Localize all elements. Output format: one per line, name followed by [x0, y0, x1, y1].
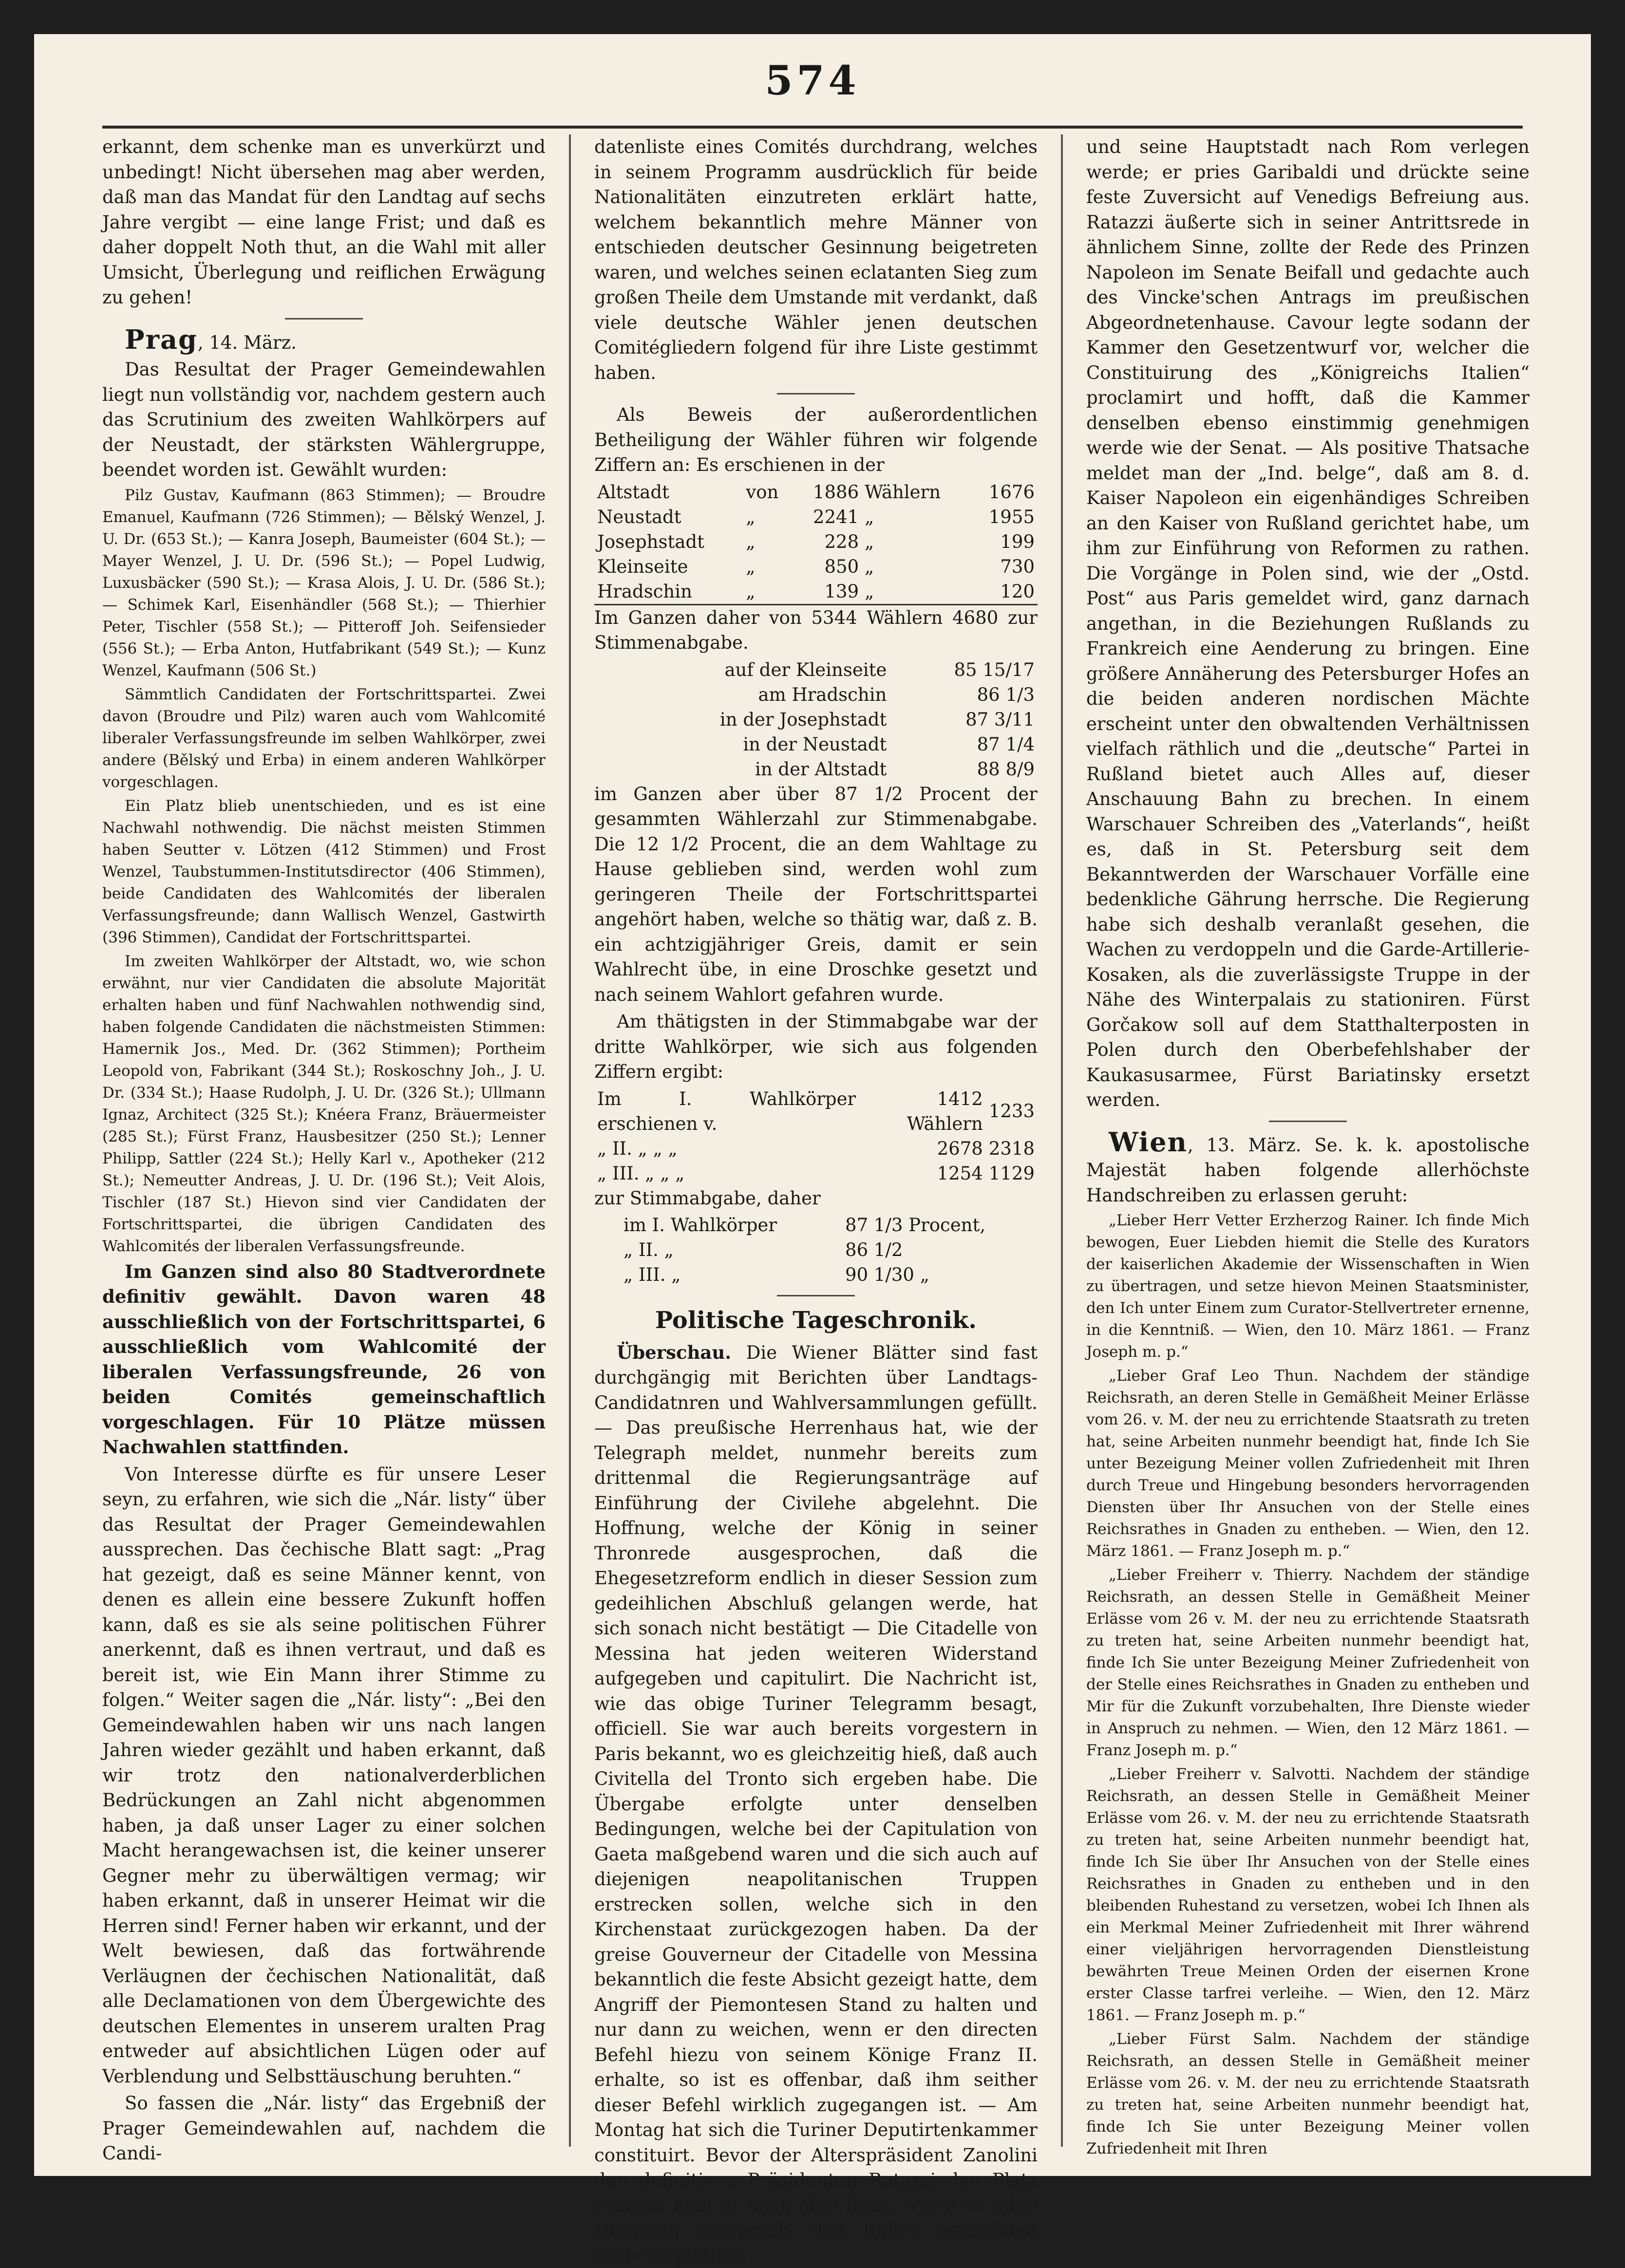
table-cell: „	[743, 505, 794, 529]
separator-rule	[777, 1295, 855, 1296]
column-divider	[569, 134, 571, 2147]
table-cell: Hradschin	[594, 579, 743, 605]
paragraph: im Ganzen aber über 87 1/2 Procent der gesammten Wählerzahl zur Stimmenabgabe. Die 12 1/2 Procent, die an dem Wahltage zu Hause geblieben sind, werden wohl zum geringeren Theile der Fortschrittspartei angehört haben, welche so thätig war, daß z. B. ein achtzigjähriger Greis, damit er sein Wahlrecht übe, in eine Droschke gesetzt und nach seinem Wahlort gefahren wurde.	[594, 782, 1038, 1008]
paragraph: datenliste eines Comités durchdrang, welches in seinem Programm ausdrücklich für beide Nationalitäten einzutreten erklärt hatte, welchem bekanntlich mehre Männer von entschieden deutscher Gesinnung beigetreten waren, und welches seinen eclatanten Sieg zum großen Theile dem Umstande mit verdankt, daß viele deutsche Wähler jenen deutschen Comitégliedern folgend für ihre Liste gestimmt haben.	[594, 134, 1038, 385]
table-cell: Kleinseite	[594, 554, 743, 579]
paragraph: und seine Hauptstadt nach Rom verlegen werde; er pries Garibaldi und drückte seine feste Zuversicht auf Venedigs Befreiung aus. Ratazzi äußerte sich in seiner Antrittsrede in ähnlichem Sinne, zollte der Rede des Prinzen Napoleon im Senate Beifall und gedachte auch des Vincke'schen Antrags im preußischen Abgeordnetenhause. Cavour legte sodann der Kammer den Gesetzentwurf vor, welcher die Constituirung des „Königreichs Italien“ proclamirt und hofft, daß die Kammer denselben ebenso einstimmig genehmigen werde wie der Senat. — Als positive Thatsache meldet man der „Ind. belge“, daß am 8. d. Kaiser Napoleon ein eigenhändiges Schreiben an den Kaiser von Rußland gerichtet habe, um ihm zur Einführung von Reformen zu rathen. Die Vorgänge in Polen sind, wie der „Ostd. Post“ aus Paris gemeldet wird, ganz darnach angethan, in die Beziehungen Rußlands zu Frankreich eine Aenderung zu bringen. Eine größere Annäherung des Petersburger Hofes an die beiden anderen nordischen Mächte erscheint unter den obwaltenden Verhältnissen vielfach räthlich und die „deutsche“ Partei in Rußland bietet auch Alles auf, dieser Anschauung Bahn zu brechen. In einem Warschauer Schreiben des „Vaterlands“, heißt es, daß in St. Petersburg seit dem Bekanntwerden der Warschauer Vorfälle eine bedenkliche Gährung herrsche. Die Regierung habe sich deshalb veranlaßt gesehen, die Wachen zu verdoppeln und die Garde-Artillerie-Kosaken, als die zuverlässigste Truppe in der Nähe des Winterpalais zu stationiren. Fürst Gorčakow soll auf dem Statthalterposten in Polen durch den Oberbefehlshaber der Kaukasusarmee, Fürst Bariatinsky ersetzt werden.	[1086, 134, 1530, 1113]
table-cell: Altstadt	[594, 480, 743, 505]
dateline	[1086, 1130, 1530, 1208]
table-cell: „	[862, 529, 969, 554]
table-cell: 2241	[794, 505, 862, 529]
column-left	[102, 134, 546, 2147]
turnout-table	[594, 480, 1038, 605]
table-cell: „ III. „	[594, 1262, 842, 1287]
table-row	[594, 1087, 1038, 1136]
column-divider	[1061, 134, 1063, 2147]
table-cell: in der Altstadt	[594, 757, 889, 782]
letter: „Lieber Freiherr v. Salvotti. Nachdem der ständige Reichsrath, an dessen Stelle in Gemäßheit Meiner Erlässe vom 26. v. M. der neu zu errichtende Staatsrath zu treten hat, seine Arbeiten nunmehr beendigt hat, finde Ich Sie über Ihr Ansuchen von der Stelle eines Reichsrathes in Gnaden zu entheben und in den bleibenden Ruhestand zu versetzen, wobei Ich Ihnen als ein Merkmal Meiner Zufriedenheit mit Ihrer während einer vieljährigen hervorragenden Dienstleistung bewährten Treue Meinen Orden der eisernen Krone erster Classe tarfrei verleihe. — Wien, den 12. März 1861. — Franz Joseph m. p.“	[1086, 1763, 1530, 2026]
table-cell: 1254	[859, 1161, 986, 1186]
table-cell: Josephstadt	[594, 529, 743, 554]
table-cell: 1233	[986, 1087, 1038, 1136]
table-cell: „	[743, 554, 794, 579]
table-row	[594, 579, 1038, 605]
table-cell: Neustadt	[594, 505, 743, 529]
dateline-date: , 14. März.	[198, 332, 297, 353]
table-cell: im I. Wahlkörper	[594, 1213, 842, 1237]
separator-rule	[1269, 1121, 1347, 1122]
table-cell: 850	[794, 554, 862, 579]
paragraph-small: Pilz Gustav, Kaufmann (863 Stimmen); — Broudre Emanuel, Kaufmann (726 Stimmen); — Bělský Wenzel, J. U. Dr. (653 St.); — Kanra Joseph, Baumeister (604 St.); — Mayer Wenzel, J. U. Dr. (596 St.); — Popel Ludwig, Luxusbäcker (590 St.); — Krasa Alois, J. U. Dr. (586 St.); — Schimek Karl, Eisenhändler (568 St.); — Thierhier Peter, Tischler (558 St.); — Pitteroff Joh. Seifensieder (556 St.); — Erba Anton, Hutfabrikant (549 St.); — Kunz Wenzel, Kaufmann (506 St.)	[102, 485, 546, 682]
table-cell: 87 1/4	[889, 732, 1038, 757]
header-rule	[102, 126, 1523, 129]
paragraph-lead: Überschau.	[617, 1342, 731, 1363]
table-cell: 90 1/30 „	[842, 1262, 1038, 1287]
table-cell: 1886	[794, 480, 862, 505]
table-cell: 120	[969, 579, 1038, 605]
table-cell: „ III. „ „ „	[594, 1161, 859, 1186]
paragraph: erkannt, dem schenke man es unverkürzt und unbedingt! Nicht übersehen mag aber werden, daß man das Mandat für den Landtag auf sechs Jahre vergibt — eine lange Frist; und daß es daher doppelt Noth thut, an die Wahl mit aller Umsicht, Überlegung und reiflichen Erwägung zu gehen!	[102, 134, 546, 310]
separator-rule	[777, 393, 855, 394]
table-row	[594, 1136, 1038, 1161]
table-row	[594, 707, 1038, 732]
table-cell: „ II. „ „ „	[594, 1136, 859, 1161]
table-row	[594, 554, 1038, 579]
table-cell: 87 1/3 Procent,	[842, 1213, 1038, 1237]
table-cell: 1129	[986, 1161, 1038, 1186]
table-cell: 85 15/17	[889, 657, 1038, 682]
dateline-date: , 13. März.	[1188, 1135, 1302, 1156]
column-middle	[594, 134, 1038, 2147]
dateline-place: Wien	[1109, 1126, 1188, 1158]
paragraph: Von Interesse dürfte es für unsere Leser seyn, zu erfahren, wie sich die „Nár. listy“ über das Resultat der Prager Gemeindewahlen aussprechen. Das čechische Blatt sagt: „Prag hat gezeigt, daß es seine Männer kennt, von denen es allein eine bessere Zukunft hoffen kann, daß es sie als seine politischen Führer anerkennt, daß es ihnen vertraut, und daß es bereit ist, wie Ein Mann ihrer Stimme zu folgen.“ Weiter sagen die „Nár. listy“: „Bei den Gemeindewahlen haben wir uns nach langen Jahren wieder gezählt und haben erkannt, daß wir trotz den nationalverderblichen Bedrückungen an Zahl nicht abgenommen haben, ja daß unser Lager zu einer solchen Macht herangewachsen ist, die keiner unserer Gegner mehr zu überwältigen vermag; wir haben erkannt, daß in unserer Heimat wir die Herren sind! Ferner haben wir erkannt, und der Welt bewiesen, daß das fortwährende Verläugnen der čechischen Nationalität, daß alle Declamationen von dem Übergewichte des deutschen Elementes in unserem uralten Prag entweder auf absichtlichen Lügen oder auf Verblendung und Selbsttäuschung beruhten.“	[102, 1462, 546, 2089]
dateline	[102, 327, 546, 356]
letter: „Lieber Graf Leo Thun. Nachdem der ständige Reichsrath, an deren Stelle in Gemäßheit Meiner Erlässe vom 26. v. M. der neu zu errichtende Staatsrath zu treten hat, seine Arbeiten nunmehr beendigt hat, finde Ich Sie unter Bezeigung Meiner vollen Zufriedenheit mit Ihren durch Treue und Hingebung besonders hervorragenden Diensten über Ihr Ansuchen von der Stelle eines Reichsrathes in Gnaden zu entheben. — Wien, den 12. März 1861. — Franz Joseph m. p.“	[1086, 1365, 1530, 1562]
table-cell: 86 1/2	[842, 1237, 1038, 1262]
table-cell: 228	[794, 529, 862, 554]
table-row	[594, 1161, 1038, 1186]
table-cell: 139	[794, 579, 862, 605]
paragraph	[594, 1340, 1038, 2268]
paragraph-small: Sämmtlich Candidaten der Fortschrittspartei. Zwei davon (Broudre und Pilz) waren auch vom Wahlcomité liberaler Verfassungsfreunde im selben Wahlkörper, zwei andere (Bělský und Erba) in einem anderen Wahlkörper vorgeschlagen.	[102, 684, 546, 793]
column-right	[1086, 134, 1530, 2147]
table-row	[594, 682, 1038, 707]
table-row	[594, 1213, 1038, 1237]
letter: „Lieber Herr Vetter Erzherzog Rainer. Ich finde Mich bewogen, Euer Liebden hiemit die Stelle des Kurators der kaiserlichen Akademie der Wissenschaften in Wien zu übertragen, und setze hievon Meinen Staatsminister, den Ich unter Einem zum Curator-Stellvertreter ernenne, in die Kenntniß. — Wien, den 10. März 1861. — Franz Joseph m. p.“	[1086, 1210, 1530, 1363]
separator-rule	[285, 318, 363, 319]
table-cell: „	[743, 579, 794, 605]
table-cell: „	[862, 505, 969, 529]
wahlkoerper-percent-table	[594, 1213, 1038, 1287]
letter: „Lieber Freiherr v. Thierry. Nachdem der ständige Reichsrath, an dessen Stelle in Gemäßheit Meiner Erlässe vom 26 v. M. der neu zu errichtende Staatsrath zu treten hat, seine Arbeiten nunmehr beendigt hat, finde Ich Sie unter Bezeigung Meiner Zufriedenheit von der Stelle eines Reichsrathes in Gnaden zu entheben und Mir für die Zukunft vorzubehalten, Ihre Dienste wieder in Anspruch zu nehmen. — Wien, den 12 März 1861. — Franz Joseph m. p.“	[1086, 1564, 1530, 1762]
table-cell: Wählern	[862, 480, 969, 505]
table-row	[594, 1237, 1038, 1262]
table-cell: 2318	[986, 1136, 1038, 1161]
paragraph: Im Ganzen daher von 5344 Wählern 4680 zur Stimmenabgabe.	[594, 605, 1038, 656]
paragraph-small: Im zweiten Wahlkörper der Altstadt, wo, wie schon erwähnt, nur vier Candidaten die absolute Majorität erhalten haben und fünf Nachwahlen nothwendig sind, haben folgende Candidaten die nächstmeisten Stimmen: Hamernik Jos., Med. Dr. (362 Stimmen); Portheim Leopold von, Fabrikant (344 St.); Roskoschny Joh., J. U. Dr. (334 St.); Haase Rudolph, J. U. Dr. (326 St.); Ullmann Ignaz, Architect (325 St.); Knéera Franz, Bräuermeister (285 St.); Fürst Franz, Hausbesitzer (250 St.); Lenner Philipp, Sattler (224 St.); Helly Karl v., Apotheker (212 St.); Nemeutter Andreas, J. U. Dr. (196 St.); Veit Alois, Tischler (187 St.) Hievon sind vier Candidaten der Fortschrittspartei, die übrigen Candidaten des Wahlcomités der liberalen Verfassungsfreunde.	[102, 951, 546, 1257]
dateline-place: Prag	[125, 324, 198, 355]
table-row	[594, 505, 1038, 529]
table-row	[594, 732, 1038, 757]
table-cell: 1676	[969, 480, 1038, 505]
paragraph-bold: Im Ganzen sind also 80 Stadtverordnete definitiv gewählt. Davon waren 48 ausschließlich von der Fortschrittspartei, 6 ausschließlich vom Wahlcomité der liberalen Verfassungsfreunde, 26 von beiden Comités gemeinschaftlich vorgeschlagen. Für 10 Plätze müssen Nachwahlen stattfinden.	[102, 1259, 546, 1460]
wahlkoerper-table	[594, 1087, 1038, 1186]
paragraph: zur Stimmabgabe, daher	[594, 1186, 1038, 1211]
paragraph: Das Resultat der Prager Gemeindewahlen liegt nun vollständig vor, nachdem gestern auch das Scrutinium des zweiten Wahlkörpers auf der Neustadt, der stärksten Wählergruppe, beendet worden ist. Gewählt wurden:	[102, 357, 546, 483]
table-cell: 2678	[859, 1136, 986, 1161]
table-cell: 1412 Wählern	[859, 1087, 986, 1136]
table-cell: auf der Kleinseite	[594, 657, 889, 682]
paragraph: So fassen die „Nár. listy“ das Ergebniß der Prager Gemeindewahlen auf, nachdem die Candi-	[102, 2091, 546, 2166]
letter: „Lieber Fürst Salm. Nachdem der ständige Reichsrath, an dessen Stelle in Gemäßheit meiner Erlässe vom 26. v. M. der neu zu errichtende Staatsrath zu treten hat, seine Arbeiten nunmehr beendigt hat, finde Ich Sie unter Bezeigung Meiner vollen Zufriedenheit mit Ihren	[1086, 2028, 1530, 2160]
table-row	[594, 480, 1038, 505]
table-cell: 199	[969, 529, 1038, 554]
table-cell: „ II. „	[594, 1237, 842, 1262]
table-cell: in der Josephstadt	[594, 707, 889, 732]
table-cell: 87 3/11	[889, 707, 1038, 732]
table-cell: „	[862, 579, 969, 605]
table-row	[594, 1262, 1038, 1287]
table-cell: am Hradschin	[594, 682, 889, 707]
table-cell: 1955	[969, 505, 1038, 529]
page-number: 574	[34, 57, 1591, 104]
table-row	[594, 657, 1038, 682]
table-cell: 88 8/9	[889, 757, 1038, 782]
table-cell: in der Neustadt	[594, 732, 889, 757]
section-heading: Politische Tageschronik.	[594, 1308, 1038, 1333]
paragraph: Als Beweis der außerordentlichen Betheiligung der Wähler führen wir folgende Ziffern an: Es erschienen in der	[594, 402, 1038, 478]
table-cell: von	[743, 480, 794, 505]
table-cell: „	[862, 554, 969, 579]
table-cell: 86 1/3	[889, 682, 1038, 707]
table-cell: 730	[969, 554, 1038, 579]
paragraph-small: Ein Platz blieb unentschieden, und es ist eine Nachwahl nothwendig. Die nächst meisten Stimmen haben Seutter v. Lötzen (412 Stimmen) und Frost Wenzel, Taubstummen-Institutsdirector (406 Stimmen), beide Candidaten des Wahlcomités der liberalen Verfassungsfreunde; dann Wallisch Wenzel, Gastwirth (396 Stimmen), Candidat der Fortschrittspartei.	[102, 795, 546, 949]
paragraph: Am thätigsten in der Stimmabgabe war der dritte Wahlkörper, wie sich aus folgenden Ziffern ergibt:	[594, 1009, 1038, 1085]
newspaper-page	[34, 34, 1591, 2176]
table-row	[594, 757, 1038, 782]
paragraph-body: Se. k. k. apostolische Majestät haben folgende allerhöchste Handschreiben zu erlassen geruht:	[1086, 1135, 1530, 1206]
table-cell: „	[743, 529, 794, 554]
percentage-table	[594, 657, 1038, 782]
table-row	[594, 529, 1038, 554]
table-cell: Im I. Wahlkörper erschienen v.	[594, 1087, 859, 1136]
paragraph-body: Die Wiener Blätter sind fast durchgängig mit Berichten über Landtags-Candidatnren und Wahlversammlungen gefüllt. — Das preußische Herrenhaus hat, wie der Telegraph meldet, nunmehr bereits zum drittenmal die Regierungsanträge auf Einführung der Civilehe abgelehnt. Die Hoffnung, welche der König in seiner Thronrede ausgesprochen, daß die Ehegesetzreform endlich in dieser Session zum gedeihlichen Abschluß gelangen werde, hat sich sonach nicht bestätigt — Die Citadelle von Messina hat jeden weiteren Widerstand aufgegeben und capitulirt. Die Nachricht ist, wie das obige Turiner Telegramm besagt, officiell. Sie war auch bereits vorgestern in Paris bekannt, wo es gleichzeitig hieß, daß auch Civitella del Tronto sich ergeben habe. Die Übergabe erfolgte unter denselben Bedingungen, welche bei der Capitulation von Gaeta maßgebend waren und die sich auch auf diejenigen neapolitanischen Truppen erstrecken sollen, welche sich in den Kirchenstaat zurückgezogen haben. Da der greise Gouverneur der Citadelle von Messina bekanntlich die feste Absicht gezeigt hatte, dem Angriff der Piemontesen Stand zu halten und nur dann zu weichen, wenn er den directen Befehl hiezu von seinem Könige Franz II. erhalte, so ist es offenbar, daß ihm seither dieser Befehl wirklich zugegangen ist. — Am Montag hat sich die Turiner Deputirtenkammer constituirt. Bevor der Alterspräsident Zanolini den definitiven Präsidenten Ratazzi den Platz räumte, hielt er noch eine Rede, worin er seine Hoffnung aussprach, daß Italien demnächst sich completiren	[594, 1342, 1038, 2266]
